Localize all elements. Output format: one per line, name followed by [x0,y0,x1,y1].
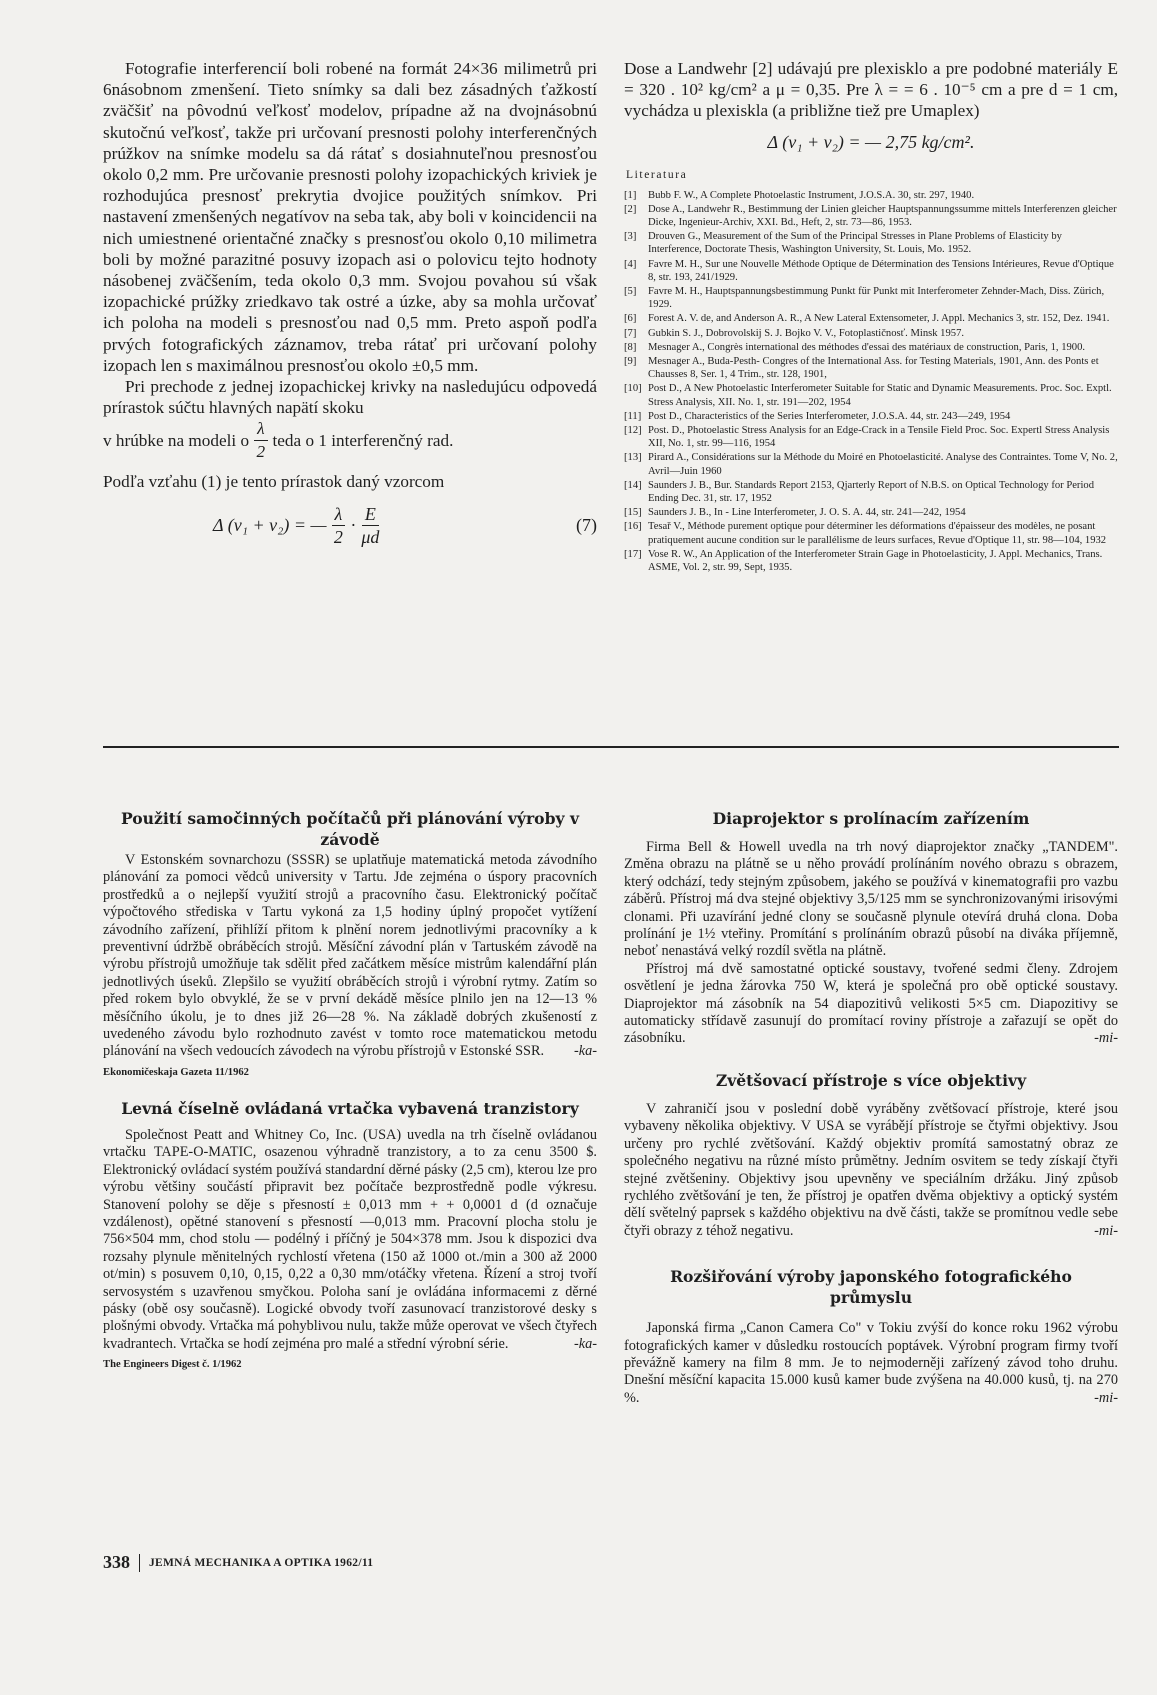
reference-item [624,479,1118,505]
numerator: λ [254,418,267,441]
reference-text: Forest A. V. de, and Anderson A. R., A New Lateral Extensometer, J. Appl. Mechanics 3, str. 152, Dez. 1941. [648,313,1110,325]
text: teda o 1 interferenčný rad. [272,430,454,450]
reference-number: [12] [624,425,642,437]
article-text: Přístroj má dvě samostatné optické soustavy, tvořené sedmi členy. Zdrojem osvětlení je jedna žárovka 750 W, která je společná pro obě optické soustavy. Diaprojektor má zásobník na 54 diapozitivů velikosti 5×5 cm. Diapozitivy se automaticky střídavě zasunují do promítací roviny přístroje a zařazují se opět do zásobníku. [624,960,1118,1047]
article-body: Firma Bell & Howell uvedla na trh nový diaprojektor značky „TANDEM". Změna obrazu na plátně se u něho provádí prolínáním nového obrazu s obrazem, který odchází, tedy stejným způsobem, jakého se používá v kinematografii pro vazbu záběrů. Přístroj má dva stejné objektivy 3,5/125 mm se synchronizovanými irisovými clonami. Při uzavírání jedné clony se současně plynule otevírá druhá clona. Doba prolínání je 1½ vteřiny. Promítání s prolínáním obrazů působí na diváka příjemně, neboť nenastává velký rozdíl světla na plátně. [624,839,1118,960]
reference-text: Drouven G., Measurement of the Sum of the Principal Stresses in Plane Problems of Elasticity by Interference, Doctorate Thesis, Washington University, St. Louis, Mo. 1952. [648,231,1062,256]
article-title: Zvětšovací přístroje s více objektivy [715,1070,1027,1090]
reference-item [624,203,1118,229]
reference-item [624,327,1118,340]
reference-text: Mesnager A., Congrès international des méthodes d'essai des matériaux de construction, Paris, 1, 1900. [648,341,1086,353]
reference-number: [1] [624,189,637,201]
reference-item [624,230,1118,256]
equation-lhs: Δ (ν₁ + ν₂) = — [213,514,327,535]
reference-text: Tesař V., Méthode purement optique pour déterminer les déformations d'épaisseur des modèles, ne posant pratiquement aucune condition sur le parallélisme de leurs surfaces, Revue d'Optique 11, str. 98—104, 1932 [648,521,1107,546]
reference-number: [16] [624,521,642,533]
reference-item [624,520,1118,546]
reference-number: [10] [624,383,642,395]
reference-text: Vose R. W., An Application of the Interferometer Strain Gage in Photoelasticity, J. Appl. Mechanics, Trans. ASME, Vol. 2, str. 99, Sept, 1935. [648,548,1103,574]
page-footer [103,1552,373,1573]
reference-item [624,410,1118,423]
reference-number: [7] [624,327,637,339]
reference-number: [11] [624,410,642,422]
reference-number: [3] [624,231,637,243]
reference-number: [14] [624,479,642,491]
paragraph: Podľa vzťahu (1) je tento prírastok daný vzorcom [103,472,445,492]
article-title: Rozšiřování výroby japonského fotografického průmyslu [670,1267,1072,1308]
section-divider [103,746,1119,748]
inline-fraction-line [103,418,597,463]
right-column-top [624,58,1118,575]
reference-number: [5] [624,286,637,298]
literature-heading: Literatura [626,168,688,181]
reference-item [624,312,1118,325]
fraction [361,503,379,548]
reference-number: [4] [624,258,637,270]
page-number: 338 [103,1552,130,1572]
article-body [624,961,1118,1048]
article-title: Diaprojektor s prolínacím zařízením [712,809,1030,828]
reference-text: Mesnager A., Buda-Pesth- Congres of the International Ass. for Testing Materials, 1901, Ann. des Ponts et Chausses 8, Ser. 1, 4 Trim., str. 128, 1901, [648,356,1099,381]
left-column-top [103,58,597,554]
reference-text: Saunders J. B., Bur. Standards Report 2153, Qjarterly Report of N.B.S. on Optical Technology for Period Ending Dec. 31, str. 17, 1952 [648,479,1095,505]
article-text: Japonská firma „Canon Camera Co" v Tokiu zvýší do konce roku 1962 výrobu fotografických kamer v důsledku rostoucích poptávek. Výrobní program firmy tvoří převážně kamery na film 8 mm. Je to nejmoderněji zařízený závod toho druhu. Dnešní měsíční kapacita 15.000 kusů kamer bude zvýšena na 40.000 kusů, tj. na 270 %. [624,1320,1118,1406]
fraction [254,418,267,463]
reference-text: Dose A., Landwehr R., Bestimmung der Linien gleicher Hauptspannungssumme mittels Interferenzen gleicher Dicke, Ingenieur-Archiv, XXI. Bd., Heft, 2, str. 73—86, 1953. [648,203,1117,229]
left-column-bottom [103,808,597,1370]
reference-text: Gubkin S. J., Dobrovolskij S. J. Bojko V. V., Fotoplastičnosť. Minsk 1957. [648,327,965,339]
reference-item [624,424,1118,450]
denominator: μd [361,526,380,547]
reference-number: [13] [624,452,642,464]
author-signature: -mi- [1094,1389,1118,1406]
denominator: 2 [256,442,266,462]
reference-item [624,258,1118,284]
fraction [332,503,346,548]
reference-item [624,355,1118,381]
article-text: Společnost Peatt and Whitney Co, Inc. (USA) uvedla na trh číselně ovládanou vrtačku TAPE-O-MATIC, osazenou výhradně tranzistory, a to za cenu 3500 $. Elektronický ovládací systém používá standardní děrné pásky (2,5 cm), kterou lze pro výrobu většiny součástí připravit bez počítače bezprostředně podle výkresu. Stanovení polohy se děje s přesností ± 0,013 mm + + 0,0001 d (d označuje vzdálenost), opětné stanovení s přesností —0,013 mm. Pracovní plocha stolu je 756×504 mm, chod stolu — podélný i příčný je 504×378 mm. Jsou k dispozici dva rozsahy plynule měnitelných rychlostí vřetena (150 až 1000 ot./min a 300 až 2000 ot/min) s posuvem 0,10, 0,15, 0,22 a 0,30 mm/otáčky vřetena. Řízení a stroj tvoří servosystém s uzavřenou smyčkou. Poloha saní je ovládána informacemi z děrné pásky (obě osy současně). Logické obvody tvoří zasunovací tranzistorové desky s plošnými obvody. Vrtačka má pohyblivou nulu, takže může operovat ve všech čtyřech kvadrantech. Vrtačka se hodí zejména pro malé a střední výrobní série. [103,1126,597,1352]
author-signature: -ka- [573,1043,597,1060]
equation: Δ (ν₁ + ν₂) = — 2,75 kg/cm². [767,131,975,152]
journal-name: JEMNÁ MECHANIKA A OPTIKA 1962/11 [149,1556,374,1569]
text: v hrúbke na modeli o [103,430,250,450]
reference-text: Favre M. H., Sur une Nouvelle Méthode Optique de Détermination des Tensions Intérieures, Revue d'Optique 8, str. 193, 241/1929. [648,258,1114,283]
reference-text: Post. D., Photoelastic Stress Analysis for an Edge-Crack in a Tensile Field Proc. Soc. Expertl Stress Analysis XII, No. 1, str. 99—116, 1954 [648,425,1110,450]
reference-item [624,382,1118,408]
author-signature: -mi- [1094,1030,1118,1047]
reference-item [624,189,1118,202]
reference-text: Pirard A., Considérations sur la Méthode du Moiré en Photoelasticité. Analyse des Contraintes. Tome V, No. 2, Avril—Juin 1960 [648,452,1118,477]
denominator: 2 [333,526,343,547]
reference-item [624,506,1118,519]
reference-item [624,451,1118,477]
reference-number: [6] [624,313,637,325]
numerator: E [362,503,379,526]
article-text: V zahraničí jsou v poslední době vyráběny zvětšovací přístroje, které jsou vybaveny několika objektivy. V USA se vyrábějí přístroje se čtyřmi objektivy. Jsou určeny pro rychlé zvětšování. Každý objektiv promítá samostatný obraz ze společného negativu na různé místo průmětny. Jedním osvitem se tedy získají čtyři stejné zvětšeniny. Objektivy jsou upevněny ve speciálním držáku. Jiný způsob rychlého zvětšování je ten, že přístroj je opatřen dvěma objektivy a optický systém dělí světelný paprsek s každého objektivu na dvě části, takže se promítnou vedle sebe čtyři obrazy z téhož negativu. [624,1100,1118,1239]
author-signature: -ka- [573,1335,597,1352]
article-title: Levná číselně ovládaná vrtačka vybavená tranzistory [121,1098,579,1118]
multiply-dot: · [350,514,357,535]
reference-number: [8] [624,341,637,353]
reference-text: Bubb F. W., A Complete Photoelastic Instrument, J.O.S.A. 30, str. 297, 1940. [648,189,975,201]
article-body [103,852,597,1061]
article-body [624,1320,1118,1407]
article-body [103,1127,597,1353]
reference-text: Post D., Characteristics of the Series Interferometer, J.O.S.A. 44, str. 243—249, 1954 [648,410,1011,422]
reference-number: [17] [624,548,642,560]
reference-text: Post D., A New Photoelastic Interferometer Suitable for Static and Dynamic Measurements. Proc. Soc. Exptl. Stress Analysis, XII. No. 1, str. 191—202, 1954 [648,383,1112,408]
reference-text: Saunders J. B., In - Line Interferometer, J. O. S. A. 44, str. 241—242, 1954 [648,507,966,519]
reference-number: [2] [624,203,637,215]
reference-number: [9] [624,356,637,368]
reference-list [624,189,1118,575]
reference-item [624,285,1118,311]
equation-number: (7) [576,514,597,535]
paragraph: Fotografie interferencií boli robené na formát 24×36 milimetrů pri 6násobnom zmenšení. Tieto snímky sa dali bez zásadných ťažkostí zväčšiť na pôvodnú veľkosť modelov, prípadne až na dvojnásobnú skutočnú veľkosť, takže pri určovaní presnosti polohy interferenčných prúžkov na snímke modelu sa dá rátať s dosiahnuteľnou presnosťou okolo 0,2 mm. Pre určovanie presnosti polohy izopachických kriviek je rozhodujúca presnosť prekrytia dvojice použitých snímkov. Pri nastavení zmenšených negatívov na seba tak, aby boli v koincidencii na nich umiestnené orientačné značky s presnosťou okolo 0,10 milimetra boli by možné parazitné posuvy izopach asi o polovicu tejto hodnoty násobenej zväčšením, teda okolo 0,3 mm. Svojou povahou sú však izopachické prúžky zriedkavo tak ostré a úzke, aby sa mohla určovať ich poloha na modeli s presnosťou nad 0,5 mm. Preto aspoň podľa prvých fotografických záznamov, treba rátať pri určovaní polohy izopach len s maximálnou presnosťou okolo ±0,5 mm. [103,59,597,375]
right-column-bottom [624,808,1118,1407]
reference-item [624,548,1118,574]
reference-item [624,341,1118,354]
paragraph: Pri prechode z jednej izopachickej krivky na nasledujúcu odpovedá prírastok súčtu hlavných napätí skoku [103,377,597,418]
article-source: The Engineers Digest č. 1/1962 [103,1359,242,1371]
article-title: Použití samočinných počítačů při plánování výroby v závodě [120,809,580,849]
article-body [624,1101,1118,1240]
footer-separator [139,1554,140,1572]
equation-7 [103,503,597,548]
article-source: Ekonomičeskaja Gazeta 11/1962 [103,1066,249,1078]
reference-text: Favre M. H., Hauptspannungsbestimmung Punkt für Punkt mit Interferometer Zehnder-Mach, Diss. Zürich, 1929. [648,286,1105,311]
article-text: V Estonském sovnarchozu (SSSR) se uplatňuje matematická metoda závodního plánování za pomoci vědců university v Tartu. Jde zejména o úspory pracovních prostředků a o nejlepší využití strojů a pracovního času. Elektronický počítač výpočtového střediska v Tartu vykoná za 1,5 hodiny úplný propočet vytížení závodního zařízení, přihlíží přitom k plnění norem jednotlivými pracovníky a k preventivní údržbě obráběcích strojů. Měsíční závodní plán v Tartuském závodě na výrobu přístrojů umožňuje tak sdělit před začátkem měsíce mistrům kalendářní plán jednotlivých úseků. Zlepšilo se využití obráběcích strojů i výrobní rytmy. Zatím so před rokem bylo obvyklé, že se v první dekádě měsíce plnilo jen na 12—13 % měsíčního úkolu, je to dnes již 26—28 %. Na základě dobrých zkušeností z uvedeného závodu bylo rozhodnuto zavést v tomto roce matematickou metodu plánování na všech vedoucích závodech na výrobu přístrojů v Estonské SSR. [103,852,597,1060]
paragraph: Dose a Landwehr [2] udávajú pre plexisklo a pre podobné materiály E = 320 . 10² kg/cm² a μ = 0,35. Pre λ = = 6 . 10⁻⁵ cm a pre d = 1 cm, vychádza u plexiskla (a približne tiež pre Umaplex) [624,59,1118,121]
numerator: λ [332,503,346,526]
author-signature: -mi- [1094,1222,1118,1239]
reference-number: [15] [624,507,642,519]
